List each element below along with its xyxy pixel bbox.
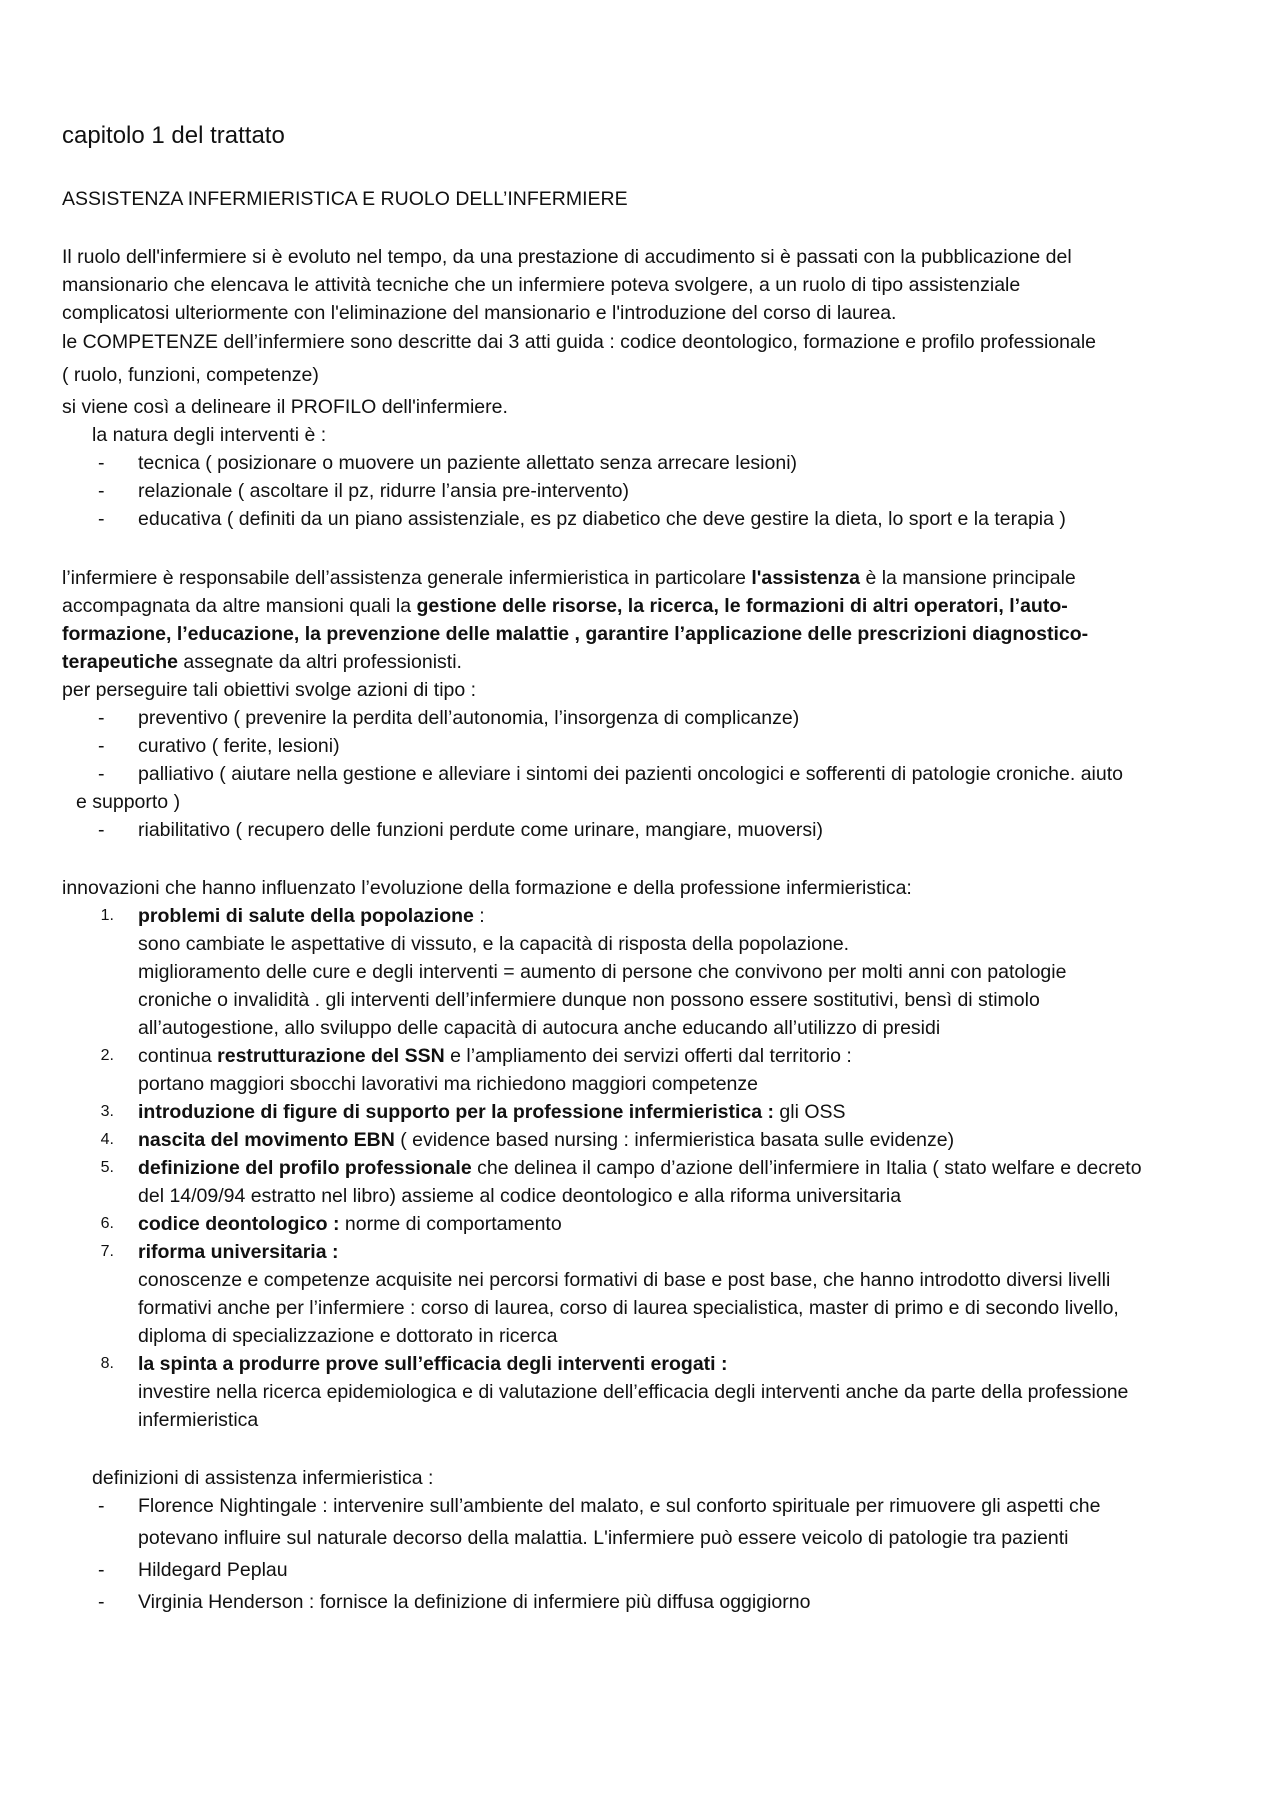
list-item-continuation: conoscenze e competenze acquisite nei percorsi formativi di base e post base, che hanno introdotto diversi livelli	[138, 1269, 1111, 1291]
list-item: relazionale ( ascoltare il pz, ridurre l’ansia pre-intervento)	[138, 480, 629, 502]
bullet-dash: -	[98, 707, 105, 729]
bullet-dash: -	[98, 1559, 105, 1581]
bullet-dash: -	[98, 1495, 105, 1517]
intro-line: si viene così a delineare il PROFILO dell'infermiere.	[62, 396, 508, 418]
intro-line: mansionario che elencava le attività tecniche che un infermiere poteva svolgere, a un ruolo di tipo assistenziale	[62, 274, 1021, 296]
section-heading: ASSISTENZA INFERMIERISTICA E RUOLO DELL’INFERMIERE	[62, 188, 628, 210]
bullet-dash: -	[98, 763, 105, 785]
page-title: capitolo 1 del trattato	[62, 122, 285, 149]
paragraph-line: definizioni di assistenza infermieristica :	[92, 1467, 434, 1489]
intro-line: le COMPETENZE dell’infermiere sono descritte dai 3 atti guida : codice deontologico, formazione e profilo professionale	[62, 331, 1097, 353]
list-item: Virginia Henderson : fornisce la definizione di infermiere più diffusa oggigiorno	[138, 1591, 811, 1613]
bullet-dash: -	[98, 452, 105, 474]
list-number: 3.	[100, 1103, 114, 1120]
bullet-dash: -	[98, 1591, 105, 1613]
list-item: palliativo ( aiutare nella gestione e alleviare i sintomi dei pazienti oncologici e sofferenti di patologie croniche. aiuto	[138, 763, 1123, 785]
list-number: 6.	[100, 1215, 114, 1232]
intro-line: la natura degli interventi è :	[92, 424, 327, 446]
list-item-continuation: croniche o invalidità . gli interventi dell’infermiere dunque non possono essere sostitutivi, bensì di stimolo	[138, 989, 1040, 1011]
intro-line: complicatosi ulteriormente con l'eliminazione del mansionario e l'introduzione del corso di laurea.	[62, 302, 897, 324]
list-number: 7.	[100, 1243, 114, 1260]
list-item: definizione del profilo professionale che delinea il campo d’azione dell’infermiere in Italia ( stato welfare e decreto	[138, 1157, 1142, 1179]
list-item: nascita del movimento EBN ( evidence based nursing : infermieristica basata sulle evidenze)	[138, 1129, 955, 1151]
paragraph-line: terapeutiche assegnate da altri professionisti.	[62, 651, 462, 673]
list-item-continuation: miglioramento delle cure e degli interventi = aumento di persone che convivono per molti anni con patologie	[138, 961, 1067, 983]
list-item: riforma universitaria :	[138, 1241, 339, 1263]
bullet-dash: -	[98, 819, 105, 841]
list-item: la spinta a produrre prove sull’efficacia degli interventi erogati :	[138, 1353, 728, 1375]
bullet-dash: -	[98, 480, 105, 502]
list-item-continuation: e supporto )	[76, 791, 181, 813]
list-item: tecnica ( posizionare o muovere un paziente allettato senza arrecare lesioni)	[138, 452, 798, 474]
list-item: educativa ( definiti da un piano assistenziale, es pz diabetico che deve gestire la dieta, lo sport e la terapia )	[138, 508, 1066, 530]
intro-line: ( ruolo, funzioni, competenze)	[62, 364, 319, 386]
list-item: codice deontologico : norme di comportamento	[138, 1213, 562, 1235]
list-item: riabilitativo ( recupero delle funzioni perdute come urinare, mangiare, muoversi)	[138, 819, 823, 841]
list-item: Hildegard Peplau	[138, 1559, 288, 1581]
list-item: Florence Nightingale : intervenire sull’ambiente del malato, e sul conforto spirituale per rimuovere gli aspetti che	[138, 1495, 1101, 1517]
list-item-continuation: investire nella ricerca epidemiologica e di valutazione dell’efficacia degli interventi anche da parte della professione	[138, 1381, 1129, 1403]
list-number: 5.	[100, 1159, 114, 1176]
list-number: 8.	[100, 1355, 114, 1372]
paragraph-line: accompagnata da altre mansioni quali la gestione delle risorse, la ricerca, le formazioni di altri operatori, l’auto-	[62, 595, 1068, 617]
list-item-continuation: all’autogestione, allo sviluppo delle capacità di autocura anche educando all’utilizzo di presidi	[138, 1017, 941, 1039]
list-item-continuation: sono cambiate le aspettative di vissuto, e la capacità di risposta della popolazione.	[138, 933, 850, 955]
list-item: preventivo ( prevenire la perdita dell’autonomia, l’insorgenza di complicanze)	[138, 707, 800, 729]
list-item-continuation: del 14/09/94 estratto nel libro) assieme al codice deontologico e alla riforma universitaria	[138, 1185, 902, 1207]
intro-line: Il ruolo dell'infermiere si è evoluto nel tempo, da una prestazione di accudimento si è passati con la pubblicazione del	[62, 246, 1072, 268]
list-item-continuation: formativi anche per l’infermiere : corso di laurea, corso di laurea specialistica, master di primo e di secondo livello,	[138, 1297, 1119, 1319]
list-item: problemi di salute della popolazione :	[138, 905, 485, 927]
list-item: curativo ( ferite, lesioni)	[138, 735, 340, 757]
paragraph-line: innovazioni che hanno influenzato l’evoluzione della formazione e della professione infermieristica:	[62, 877, 912, 899]
list-item-continuation: infermieristica	[138, 1409, 259, 1431]
bullet-dash: -	[98, 508, 105, 530]
bullet-dash: -	[98, 735, 105, 757]
list-item-continuation: portano maggiori sbocchi lavorativi ma richiedono maggiori competenze	[138, 1073, 758, 1095]
list-item: continua restrutturazione del SSN e l’ampliamento dei servizi offerti dal territorio :	[138, 1045, 852, 1067]
paragraph-line: per perseguire tali obiettivi svolge azioni di tipo :	[62, 679, 477, 701]
list-item: introduzione di figure di supporto per la professione infermieristica : gli OSS	[138, 1101, 846, 1123]
paragraph-line: formazione, l’educazione, la prevenzione delle malattie , garantire l’applicazione delle prescrizioni diagnostico-	[62, 623, 1089, 645]
list-number: 2.	[100, 1047, 114, 1064]
list-number: 4.	[100, 1131, 114, 1148]
paragraph-line: l’infermiere è responsabile dell’assistenza generale infermieristica in particolare l'assistenza è la mansione principale	[62, 567, 1076, 589]
list-item-continuation: potevano influire sul naturale decorso della malattia. L'infermiere può essere veicolo di patologie tra pazienti	[138, 1527, 1069, 1549]
list-number: 1.	[100, 907, 114, 924]
list-item-continuation: diploma di specializzazione e dottorato in ricerca	[138, 1325, 558, 1347]
